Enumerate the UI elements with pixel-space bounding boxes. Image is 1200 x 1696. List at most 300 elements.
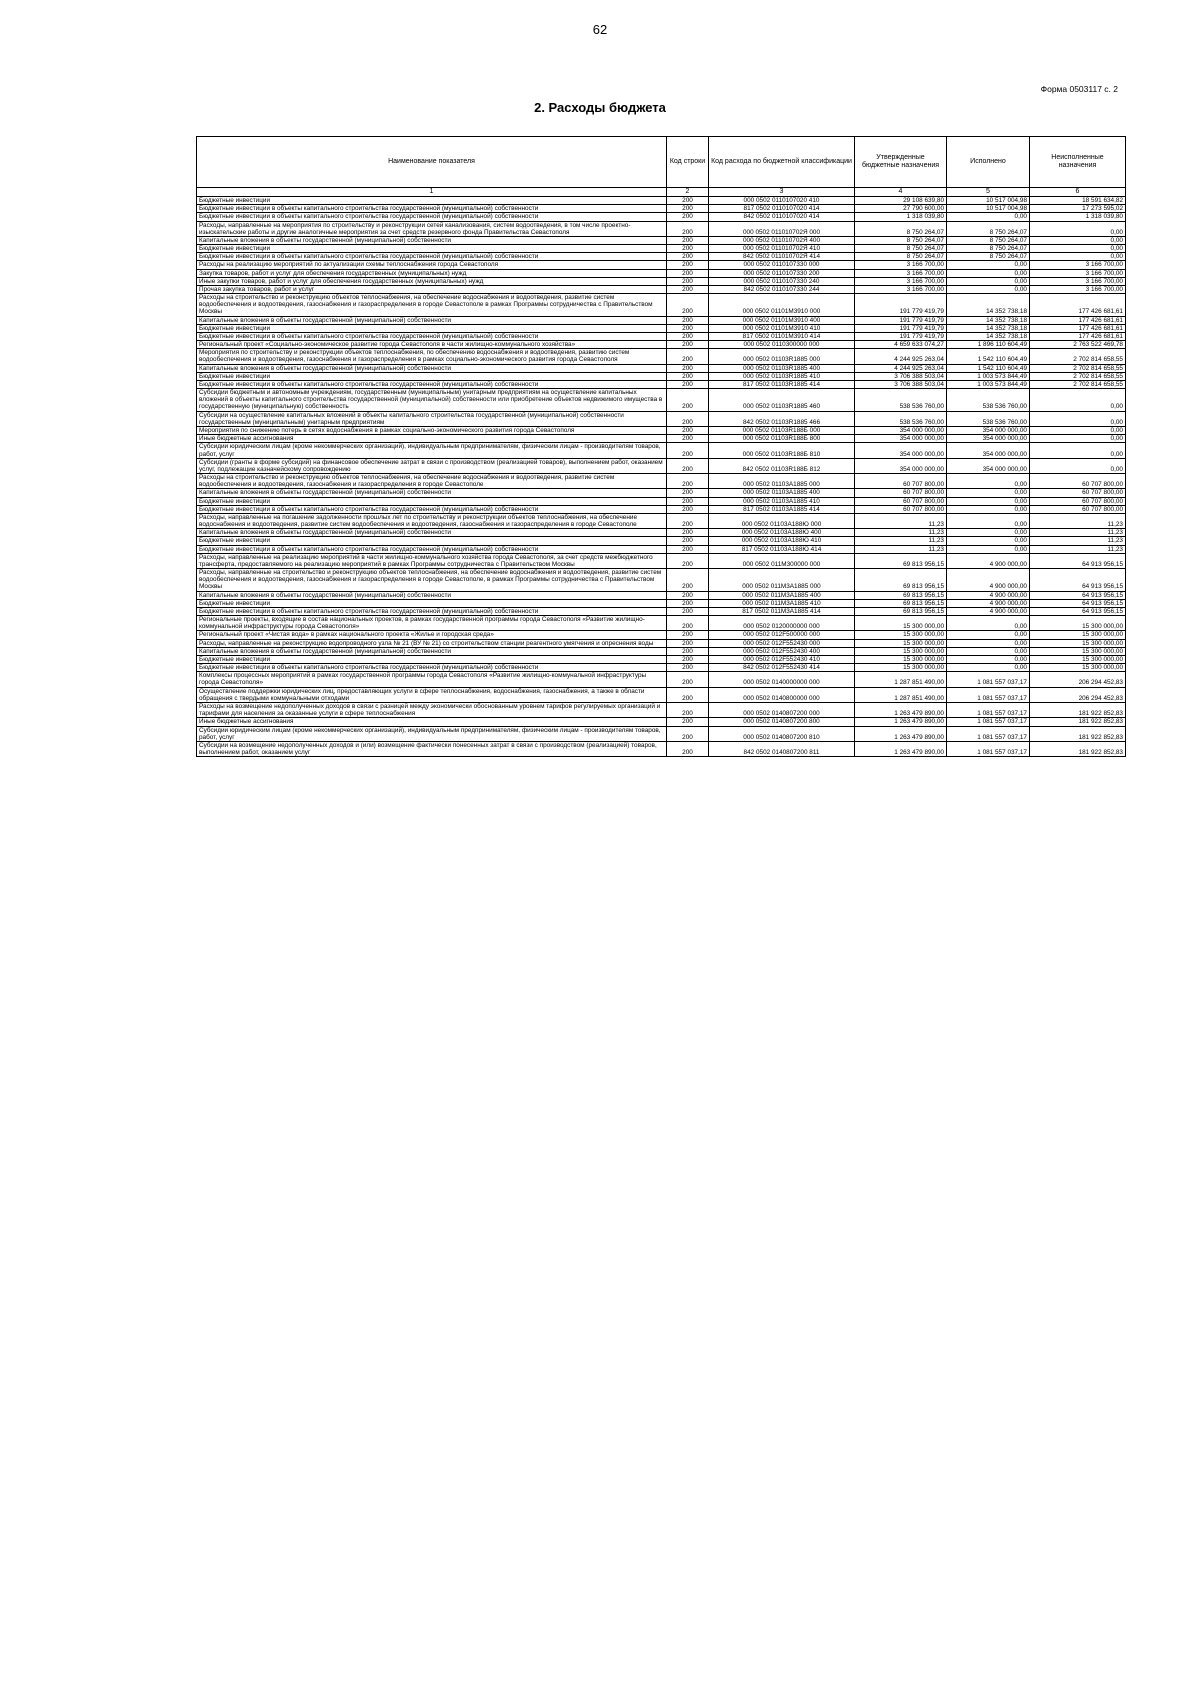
row-executed-amount: 0,00 [947, 513, 1030, 528]
row-line-code: 200 [667, 687, 709, 702]
row-approved-amount: 4 659 633 074,27 [855, 341, 947, 349]
row-executed-amount: 354 000 000,00 [947, 435, 1030, 443]
row-budget-code: 000 0502 01103A1885 000 [709, 474, 855, 489]
row-line-code: 200 [667, 703, 709, 718]
row-line-code: 200 [667, 411, 709, 426]
row-approved-amount: 11,23 [855, 545, 947, 553]
row-budget-code: 000 0502 01103R188Б 000 [709, 426, 855, 434]
row-budget-code: 000 0502 0140807200 800 [709, 718, 855, 726]
row-name: Бюджетные инвестиции в объекты капитального строительства государственной (муниципальной) собственности [197, 213, 667, 221]
row-approved-amount: 8 750 264,07 [855, 253, 947, 261]
row-executed-amount: 4 900 000,00 [947, 569, 1030, 592]
row-unexecuted-amount: 60 707 800,00 [1030, 474, 1126, 489]
row-approved-amount: 3 166 700,00 [855, 285, 947, 293]
row-executed-amount: 538 536 760,00 [947, 389, 1030, 412]
row-unexecuted-amount: 2 702 814 658,55 [1030, 349, 1126, 364]
row-executed-amount: 14 352 738,18 [947, 324, 1030, 332]
row-executed-amount: 0,00 [947, 261, 1030, 269]
row-line-code: 200 [667, 236, 709, 244]
header-budget-code: Код расхода по бюджетной классификации [709, 137, 855, 188]
form-label: Форма 0503117 с. 2 [1040, 84, 1118, 94]
row-executed-amount: 0,00 [947, 285, 1030, 293]
row-name: Мероприятия по строительству и реконструкции объектов теплоснабжения, по обеспечению водоснабжения и водоотведения, развитию систем водообеспечения и водоотведения, газоснабжения и газораспределения в рамках социально-экономического развития города Севастополя [197, 349, 667, 364]
row-executed-amount: 14 352 738,18 [947, 332, 1030, 340]
column-number: 5 [947, 188, 1030, 197]
column-number-row [197, 188, 1126, 197]
row-unexecuted-amount: 177 426 681,61 [1030, 294, 1126, 317]
row-name: Капитальные вложения в объекты государственной (муниципальной) собственности [197, 529, 667, 537]
row-line-code: 200 [667, 294, 709, 317]
table-row [197, 261, 1126, 269]
row-executed-amount: 1 896 110 604,49 [947, 341, 1030, 349]
table-row [197, 285, 1126, 293]
row-line-code: 200 [667, 349, 709, 364]
row-executed-amount: 0,00 [947, 497, 1030, 505]
table-row [197, 389, 1126, 412]
table-row [197, 411, 1126, 426]
row-name: Осуществление поддержки юридических лиц, предоставляющих услуги в сфере теплоснабжения, водоснабжения, газоснабжения, а также в области обращения с твердыми коммунальными отходами [197, 687, 667, 702]
table-row [197, 639, 1126, 647]
row-name: Расходы на строительство и реконструкцию объектов теплоснабжения, на обеспечение водоснабжения и водоотведения, развитие систем водообеспечения и водоотведения, газоснабжения и газораспределения в городе Севастополе в рамках Программы сотрудничества с Правительством Москвы [197, 294, 667, 317]
row-unexecuted-amount: 2 702 814 658,55 [1030, 372, 1126, 380]
row-executed-amount: 1 542 110 604,49 [947, 364, 1030, 372]
table-row [197, 324, 1126, 332]
row-executed-amount: 10 517 004,98 [947, 205, 1030, 213]
row-executed-amount: 0,00 [947, 616, 1030, 631]
row-line-code: 200 [667, 435, 709, 443]
row-line-code: 200 [667, 726, 709, 741]
row-name: Закупка товаров, работ и услуг для обеспечения государственных (муниципальных) нужд [197, 269, 667, 277]
row-executed-amount: 0,00 [947, 213, 1030, 221]
row-unexecuted-amount: 3 166 700,00 [1030, 277, 1126, 285]
row-budget-code: 842 0502 0110107020 414 [709, 213, 855, 221]
row-approved-amount: 69 813 956,15 [855, 553, 947, 568]
table-row [197, 505, 1126, 513]
table-row [197, 426, 1126, 434]
row-line-code: 200 [667, 341, 709, 349]
table-row [197, 726, 1126, 741]
row-approved-amount: 354 000 000,00 [855, 443, 947, 458]
column-number: 1 [197, 188, 667, 197]
row-budget-code: 000 0502 011М3А1885 400 [709, 591, 855, 599]
table-row [197, 489, 1126, 497]
row-approved-amount: 1 263 479 890,00 [855, 703, 947, 718]
row-line-code: 200 [667, 474, 709, 489]
row-unexecuted-amount: 11,23 [1030, 513, 1126, 528]
row-line-code: 200 [667, 529, 709, 537]
row-unexecuted-amount: 60 707 800,00 [1030, 505, 1126, 513]
row-line-code: 200 [667, 269, 709, 277]
row-executed-amount: 14 352 738,18 [947, 294, 1030, 317]
row-unexecuted-amount: 0,00 [1030, 236, 1126, 244]
table-row [197, 253, 1126, 261]
header-approved: Утвержденные бюджетные назначения [855, 137, 947, 188]
row-executed-amount: 0,00 [947, 655, 1030, 663]
row-executed-amount: 0,00 [947, 537, 1030, 545]
row-line-code: 200 [667, 277, 709, 285]
row-executed-amount: 0,00 [947, 269, 1030, 277]
page-number: 62 [592, 22, 608, 37]
row-executed-amount: 1 081 557 037,17 [947, 726, 1030, 741]
row-budget-code: 000 0502 0110107330 200 [709, 269, 855, 277]
column-number: 4 [855, 188, 947, 197]
row-name: Расходы на возмещение недополученных доходов в связи с разницей между экономически обоснованным уровнем тарифов регулируемых организаций и тарифами для населения за оказанные услуги в сфере теплоснабжения [197, 703, 667, 718]
row-budget-code: 000 0502 011М3А1885 410 [709, 599, 855, 607]
row-approved-amount: 1 287 851 490,00 [855, 687, 947, 702]
row-budget-code: 000 0502 012F552430 410 [709, 655, 855, 663]
row-approved-amount: 69 813 956,15 [855, 607, 947, 615]
row-name: Бюджетные инвестиции в объекты капитального строительства государственной (муниципальной) собственности [197, 545, 667, 553]
row-line-code: 200 [667, 285, 709, 293]
row-unexecuted-amount: 0,00 [1030, 245, 1126, 253]
row-approved-amount: 29 108 639,80 [855, 197, 947, 205]
table-row [197, 197, 1126, 205]
row-name: Капитальные вложения в объекты государственной (муниципальной) собственности [197, 364, 667, 372]
document-title: 2. Расходы бюджета [534, 100, 666, 115]
row-executed-amount: 0,00 [947, 647, 1030, 655]
row-budget-code: 000 0502 0120000000 000 [709, 616, 855, 631]
row-unexecuted-amount: 11,23 [1030, 537, 1126, 545]
row-budget-code: 000 0502 011010702Я 000 [709, 221, 855, 236]
row-budget-code: 000 0502 01103A188Ю 410 [709, 537, 855, 545]
row-approved-amount: 69 813 956,15 [855, 569, 947, 592]
row-budget-code: 000 0502 012F552430 000 [709, 639, 855, 647]
row-executed-amount: 1 081 557 037,17 [947, 672, 1030, 687]
row-line-code: 200 [667, 718, 709, 726]
table-row [197, 349, 1126, 364]
row-unexecuted-amount: 15 300 000,00 [1030, 616, 1126, 631]
row-approved-amount: 27 790 600,00 [855, 205, 947, 213]
row-budget-code: 842 0502 0140807200 811 [709, 741, 855, 756]
row-name: Капитальные вложения в объекты государственной (муниципальной) собственности [197, 489, 667, 497]
row-budget-code: 000 0502 01103R1885 400 [709, 364, 855, 372]
row-executed-amount: 0,00 [947, 545, 1030, 553]
row-unexecuted-amount: 177 426 681,61 [1030, 324, 1126, 332]
row-budget-code: 817 0502 01103A188Ю 414 [709, 545, 855, 553]
row-budget-code: 842 0502 01103R188Б 812 [709, 458, 855, 473]
row-executed-amount: 354 000 000,00 [947, 458, 1030, 473]
row-budget-code: 817 0502 01101М3910 414 [709, 332, 855, 340]
row-executed-amount: 0,00 [947, 664, 1030, 672]
table-row [197, 687, 1126, 702]
row-approved-amount: 191 779 419,79 [855, 316, 947, 324]
row-approved-amount: 354 000 000,00 [855, 426, 947, 434]
row-budget-code: 000 0502 012F500000 000 [709, 631, 855, 639]
row-budget-code: 000 0502 01103R188Б 800 [709, 435, 855, 443]
row-approved-amount: 1 263 479 890,00 [855, 741, 947, 756]
row-unexecuted-amount: 17 273 595,02 [1030, 205, 1126, 213]
row-unexecuted-amount: 0,00 [1030, 253, 1126, 261]
row-line-code: 200 [667, 591, 709, 599]
row-unexecuted-amount: 2 702 814 658,55 [1030, 380, 1126, 388]
row-name: Капитальные вложения в объекты государственной (муниципальной) собственности [197, 591, 667, 599]
row-unexecuted-amount: 1 318 039,80 [1030, 213, 1126, 221]
table-row [197, 703, 1126, 718]
row-name: Бюджетные инвестиции [197, 655, 667, 663]
row-executed-amount: 10 517 004,98 [947, 197, 1030, 205]
table-row [197, 553, 1126, 568]
row-name: Иные закупки товаров, работ и услуг для обеспечения государственных (муниципальных) нужд [197, 277, 667, 285]
row-executed-amount: 8 750 264,07 [947, 245, 1030, 253]
table-row [197, 599, 1126, 607]
row-line-code: 200 [667, 316, 709, 324]
row-approved-amount: 3 166 700,00 [855, 277, 947, 285]
row-unexecuted-amount: 181 922 852,83 [1030, 726, 1126, 741]
row-name: Мероприятия по снижению потерь в сетях водоснабжения в рамках социально-экономического развития города Севастополя [197, 426, 667, 434]
row-name: Бюджетные инвестиции в объекты капитального строительства государственной (муниципальной) собственности [197, 380, 667, 388]
row-executed-amount: 4 900 000,00 [947, 599, 1030, 607]
table-row [197, 545, 1126, 553]
row-unexecuted-amount: 181 922 852,83 [1030, 703, 1126, 718]
row-unexecuted-amount: 0,00 [1030, 411, 1126, 426]
row-line-code: 200 [667, 655, 709, 663]
row-unexecuted-amount: 60 707 800,00 [1030, 489, 1126, 497]
row-name: Бюджетные инвестиции [197, 497, 667, 505]
row-name: Расходы, направленные на реализацию мероприятий в части жилищно-коммунального хозяйства города Севастополя, за счет средств межбюджетного трансферта, предоставляемого на реализацию мероприятий в рамках Программы сотрудничества с Правительством Москвы [197, 553, 667, 568]
row-unexecuted-amount: 64 913 956,15 [1030, 569, 1126, 592]
row-line-code: 200 [667, 213, 709, 221]
row-line-code: 200 [667, 553, 709, 568]
table-row [197, 245, 1126, 253]
row-name: Бюджетные инвестиции [197, 372, 667, 380]
table-row [197, 497, 1126, 505]
row-budget-code: 817 0502 01103R1885 414 [709, 380, 855, 388]
row-line-code: 200 [667, 245, 709, 253]
row-budget-code: 000 0502 0140807200 810 [709, 726, 855, 741]
row-line-code: 200 [667, 380, 709, 388]
table-row [197, 294, 1126, 317]
row-budget-code: 842 0502 011010702Я 414 [709, 253, 855, 261]
row-unexecuted-amount: 0,00 [1030, 435, 1126, 443]
row-approved-amount: 4 244 925 263,04 [855, 349, 947, 364]
row-executed-amount: 1 081 557 037,17 [947, 741, 1030, 756]
row-line-code: 200 [667, 261, 709, 269]
row-name: Бюджетные инвестиции в объекты капитального строительства государственной (муниципальной) собственности [197, 664, 667, 672]
table-row [197, 616, 1126, 631]
row-unexecuted-amount: 15 300 000,00 [1030, 631, 1126, 639]
row-name: Региональный проект «Чистая вода» в рамках национального проекта «Жилье и городская среда» [197, 631, 667, 639]
row-line-code: 200 [667, 672, 709, 687]
row-approved-amount: 1 263 479 890,00 [855, 726, 947, 741]
row-executed-amount: 1 081 557 037,17 [947, 703, 1030, 718]
row-budget-code: 000 0502 011010702Я 410 [709, 245, 855, 253]
row-name: Бюджетные инвестиции в объекты капитального строительства государственной (муниципальной) собственности [197, 205, 667, 213]
row-budget-code: 000 0502 01101М3910 000 [709, 294, 855, 317]
row-line-code: 200 [667, 332, 709, 340]
row-executed-amount: 354 000 000,00 [947, 426, 1030, 434]
row-unexecuted-amount: 0,00 [1030, 221, 1126, 236]
row-name: Бюджетные инвестиции в объекты капитального строительства государственной (муниципальной) собственности [197, 607, 667, 615]
row-line-code: 200 [667, 253, 709, 261]
table-row [197, 269, 1126, 277]
table-row [197, 664, 1126, 672]
row-line-code: 200 [667, 389, 709, 412]
row-budget-code: 000 0502 01103A1885 400 [709, 489, 855, 497]
table-row [197, 569, 1126, 592]
table-row [197, 380, 1126, 388]
row-line-code: 200 [667, 364, 709, 372]
row-approved-amount: 191 779 419,79 [855, 324, 947, 332]
row-budget-code: 000 0502 01101М3910 410 [709, 324, 855, 332]
row-approved-amount: 60 707 800,00 [855, 497, 947, 505]
row-budget-code: 000 0502 0140800000 000 [709, 687, 855, 702]
row-unexecuted-amount: 64 913 956,15 [1030, 553, 1126, 568]
column-number: 2 [667, 188, 709, 197]
row-budget-code: 842 0502 01103R1885 466 [709, 411, 855, 426]
row-name: Субсидии юридическим лицам (кроме некоммерческих организаций), индивидуальным предпринимателям, физическим лицам - производителям товаров, работ, услуг [197, 726, 667, 741]
row-line-code: 200 [667, 372, 709, 380]
row-executed-amount: 0,00 [947, 631, 1030, 639]
row-approved-amount: 60 707 800,00 [855, 489, 947, 497]
row-budget-code: 000 0502 011М300000 000 [709, 553, 855, 568]
row-budget-code: 842 0502 0110107330 244 [709, 285, 855, 293]
row-unexecuted-amount: 181 922 852,83 [1030, 718, 1126, 726]
row-line-code: 200 [667, 324, 709, 332]
row-line-code: 200 [667, 639, 709, 647]
row-budget-code: 000 0502 0110300000 000 [709, 341, 855, 349]
row-budget-code: 000 0502 0110107330 240 [709, 277, 855, 285]
table-row [197, 458, 1126, 473]
row-approved-amount: 3 166 700,00 [855, 261, 947, 269]
row-executed-amount: 1 081 557 037,17 [947, 687, 1030, 702]
row-executed-amount: 8 750 264,07 [947, 253, 1030, 261]
row-unexecuted-amount: 15 300 000,00 [1030, 664, 1126, 672]
row-line-code: 200 [667, 458, 709, 473]
row-approved-amount: 11,23 [855, 513, 947, 528]
row-name: Бюджетные инвестиции в объекты капитального строительства государственной (муниципальной) собственности [197, 253, 667, 261]
row-budget-code: 000 0502 01103R1885 410 [709, 372, 855, 380]
row-budget-code: 000 0502 01103A188Ю 400 [709, 529, 855, 537]
row-unexecuted-amount: 177 426 681,61 [1030, 332, 1126, 340]
row-budget-code: 000 0502 011М3А1885 000 [709, 569, 855, 592]
row-unexecuted-amount: 177 426 681,61 [1030, 316, 1126, 324]
row-executed-amount: 0,00 [947, 505, 1030, 513]
row-executed-amount: 4 900 000,00 [947, 591, 1030, 599]
row-approved-amount: 60 707 800,00 [855, 505, 947, 513]
row-name: Расходы, направленные на строительство и реконструкцию объектов теплоснабжения, на обеспечение водоснабжения и водоотведения, развитие систем водообеспечения и водоотведения, газоснабжения и газораспределения в городе Севастополе, в рамках Программы сотрудничества с Правительством Москвы [197, 569, 667, 592]
row-approved-amount: 191 779 419,79 [855, 332, 947, 340]
column-number: 3 [709, 188, 855, 197]
row-approved-amount: 69 813 956,15 [855, 599, 947, 607]
row-executed-amount: 354 000 000,00 [947, 443, 1030, 458]
row-budget-code: 000 0502 0140807200 000 [709, 703, 855, 718]
table-row [197, 631, 1126, 639]
row-unexecuted-amount: 2 763 522 469,78 [1030, 341, 1126, 349]
row-budget-code: 817 0502 0110107020 414 [709, 205, 855, 213]
row-name: Региональный проект «Социально-экономическое развитие города Севастополя в части жилищно-коммунального хозяйства» [197, 341, 667, 349]
row-approved-amount: 3 166 700,00 [855, 269, 947, 277]
row-name: Бюджетные инвестиции [197, 245, 667, 253]
row-line-code: 200 [667, 569, 709, 592]
table-row [197, 591, 1126, 599]
row-line-code: 200 [667, 513, 709, 528]
row-budget-code: 817 0502 01103A1885 414 [709, 505, 855, 513]
row-budget-code: 000 0502 012F552430 400 [709, 647, 855, 655]
row-unexecuted-amount: 3 166 700,00 [1030, 269, 1126, 277]
row-line-code: 200 [667, 599, 709, 607]
table-row [197, 529, 1126, 537]
row-executed-amount: 538 536 760,00 [947, 411, 1030, 426]
row-approved-amount: 3 706 388 503,04 [855, 372, 947, 380]
row-budget-code: 000 0502 01103R188Б 810 [709, 443, 855, 458]
row-approved-amount: 3 706 388 503,04 [855, 380, 947, 388]
row-budget-code: 000 0502 0110107330 000 [709, 261, 855, 269]
row-unexecuted-amount: 2 702 814 658,55 [1030, 364, 1126, 372]
row-name: Расходы на реализацию мероприятий по актуализации схемы теплоснабжения города Севастополя [197, 261, 667, 269]
row-name: Бюджетные инвестиции [197, 537, 667, 545]
row-unexecuted-amount: 64 913 956,15 [1030, 607, 1126, 615]
row-name: Расходы, направленные на мероприятия по строительству и реконструкции сетей канализования, систем водоотведения, в том числе проектно-изыскательские работы и другие аналогичные мероприятия за счет средств резервного фонда Правительства Севастополя [197, 221, 667, 236]
row-approved-amount: 60 707 800,00 [855, 474, 947, 489]
row-executed-amount: 4 900 000,00 [947, 553, 1030, 568]
row-name: Расходы, направленные на погашение задолженности прошлых лет по строительству и реконструкции объектов теплоснабжения, на обеспечение водоснабжения и водоотведения, развитие систем водообеспечения и водоотведения, газоснабжения и газораспределения в городе Севастополе [197, 513, 667, 528]
row-name: Региональные проекты, входящие в состав национальных проектов, в рамках государственной программы города Севастополя «Развитие жилищно-коммунальной инфраструктуры города Севастополя» [197, 616, 667, 631]
row-unexecuted-amount: 18 591 634,82 [1030, 197, 1126, 205]
budget-expenditure-table [196, 136, 1126, 757]
row-unexecuted-amount: 15 300 000,00 [1030, 655, 1126, 663]
row-approved-amount: 1 318 039,80 [855, 213, 947, 221]
row-executed-amount: 0,00 [947, 277, 1030, 285]
row-unexecuted-amount: 15 300 000,00 [1030, 639, 1126, 647]
row-name: Субсидии на осуществление капитальных вложений в объекты капитального строительства государственной (муниципальной) собственности государственным (муниципальным) унитарным предприятиям [197, 411, 667, 426]
table-row [197, 341, 1126, 349]
row-budget-code: 000 0502 01103R1885 000 [709, 349, 855, 364]
row-approved-amount: 1 263 479 890,00 [855, 718, 947, 726]
row-line-code: 200 [667, 426, 709, 434]
row-unexecuted-amount: 0,00 [1030, 426, 1126, 434]
row-approved-amount: 354 000 000,00 [855, 458, 947, 473]
row-unexecuted-amount: 0,00 [1030, 389, 1126, 412]
row-line-code: 200 [667, 537, 709, 545]
row-name: Иные бюджетные ассигнования [197, 718, 667, 726]
table-row [197, 474, 1126, 489]
row-name: Капитальные вложения в объекты государственной (муниципальной) собственности [197, 647, 667, 655]
header-name: Наименование показателя [197, 137, 667, 188]
row-executed-amount: 8 750 264,07 [947, 221, 1030, 236]
table-row [197, 655, 1126, 663]
row-line-code: 200 [667, 443, 709, 458]
row-unexecuted-amount: 3 166 700,00 [1030, 285, 1126, 293]
header-line-code: Код строки [667, 137, 709, 188]
table-row [197, 607, 1126, 615]
row-line-code: 200 [667, 545, 709, 553]
row-executed-amount: 14 352 738,18 [947, 316, 1030, 324]
row-executed-amount: 1 081 557 037,17 [947, 718, 1030, 726]
table-row [197, 672, 1126, 687]
row-name: Комплексы процессных мероприятий в рамках государственной программы города Севастополя «Развитие жилищно-коммунальной инфраструктуры города Севастополя» [197, 672, 667, 687]
row-executed-amount: 1 003 573 844,49 [947, 372, 1030, 380]
row-executed-amount: 8 750 264,07 [947, 236, 1030, 244]
row-line-code: 200 [667, 505, 709, 513]
row-approved-amount: 69 813 956,15 [855, 591, 947, 599]
row-approved-amount: 15 300 000,00 [855, 664, 947, 672]
table-row [197, 277, 1126, 285]
row-executed-amount: 0,00 [947, 474, 1030, 489]
row-approved-amount: 15 300 000,00 [855, 647, 947, 655]
row-unexecuted-amount: 0,00 [1030, 458, 1126, 473]
row-name: Субсидии бюджетным и автономным учреждениям, государственным (муниципальным) унитарным предприятиям на осуществление капитальных вложений в объекты капитального строительства государственной (муниципальной) собственности или приобретение объектов недвижимого имущества в государственную (муниципальную) собственность [197, 389, 667, 412]
row-unexecuted-amount: 11,23 [1030, 545, 1126, 553]
row-line-code: 200 [667, 616, 709, 631]
table-row [197, 236, 1126, 244]
row-line-code: 200 [667, 497, 709, 505]
row-executed-amount: 0,00 [947, 529, 1030, 537]
row-name: Иные бюджетные ассигнования [197, 435, 667, 443]
row-approved-amount: 1 287 851 490,00 [855, 672, 947, 687]
table-row [197, 537, 1126, 545]
table-row [197, 435, 1126, 443]
row-line-code: 200 [667, 489, 709, 497]
